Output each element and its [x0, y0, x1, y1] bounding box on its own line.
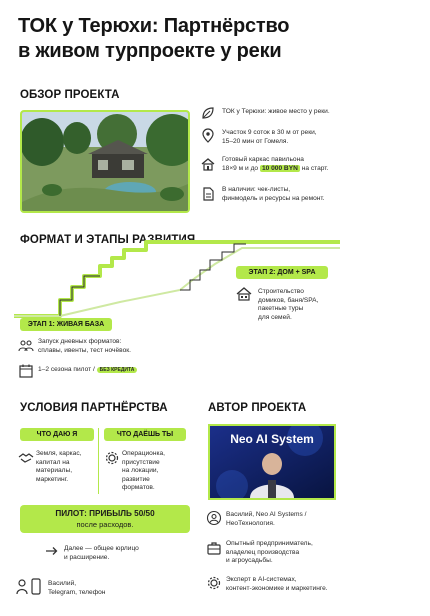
briefcase-icon	[206, 540, 222, 556]
next-line2: и расширение.	[64, 553, 110, 561]
stage2-text	[258, 288, 348, 322]
overview-heading: ОБЗОР ПРОЕКТА	[20, 89, 120, 101]
house-icon	[200, 156, 216, 172]
overview-item-3-line2a: 18×9 м и до	[222, 164, 259, 172]
author-item-2-line1: Опытный предприниматель,	[226, 540, 313, 547]
leaf-icon	[200, 105, 216, 121]
overview-item-4-line1: В наличии: чек-листы,	[222, 186, 291, 193]
format-heading: ФОРМАТ И ЭТАПЫ РАЗВИТИЯ	[20, 234, 196, 246]
contact-line1: Василий,	[48, 580, 77, 587]
map-pin-icon	[200, 128, 216, 144]
page-title	[18, 14, 413, 64]
author-item-3-line2: контент-экономике и маркетинге.	[226, 584, 328, 592]
stage2-line2: домиков, баня/SPA,	[258, 296, 319, 304]
contact-line2: Telegram, телефон	[48, 588, 106, 596]
author-heading: АВТОР ПРОЕКТА	[208, 402, 307, 414]
person-contact-icon	[19, 580, 25, 586]
give-line1: Земля, каркас,	[36, 450, 82, 457]
contact-icons	[16, 578, 44, 596]
author-item-1-line1: Василий, Neo AI Systems /	[226, 511, 307, 518]
overview-item-4-text	[222, 186, 422, 203]
project-photo	[20, 110, 190, 213]
author-item-2	[226, 540, 416, 566]
stage1-item1-line1: Запуск дневных форматов:	[38, 338, 122, 345]
take-line1: Операционка,	[122, 450, 165, 457]
stage2-label: ЭТАП 2: ДОМ + SPA	[236, 266, 328, 279]
title-line-1: ТОК у Терюхи: Партнёрство	[18, 15, 290, 37]
stage1-item1-line2: сплавы, ивенты, тест ночёвок.	[38, 346, 131, 354]
overview-item-3-line1: Готовый каркас павильона	[222, 156, 304, 163]
no-credit-badge: БЕЗ КРЕДИТА	[97, 367, 138, 373]
project-photo-image	[22, 112, 190, 213]
person-icon	[206, 510, 222, 526]
author-item-1	[226, 511, 416, 528]
stage2-line4: для семей.	[258, 313, 292, 321]
overview-item-2-line2: 15–20 мин от Гомеля.	[222, 137, 289, 145]
cabin-icon	[236, 286, 252, 302]
take-line5: форматов.	[122, 484, 155, 492]
author-photo	[208, 424, 336, 500]
author-item-3	[226, 576, 421, 593]
gear-icon	[206, 575, 222, 591]
overview-item-3-line2	[222, 165, 427, 174]
contact-text	[48, 580, 178, 597]
give-line3: материалы,	[36, 467, 73, 475]
document-icon	[200, 186, 216, 202]
stage1-item2	[38, 366, 208, 375]
next-line1: Далее — общее юрлицо	[64, 545, 139, 552]
give-text	[36, 450, 96, 484]
profit-banner	[20, 505, 190, 533]
next-step-text	[64, 545, 184, 562]
author-item-2-line3: и агроусадьбы.	[226, 557, 273, 565]
stage1-item2-text: 1–2 сезона пилот /	[38, 366, 95, 373]
people-icon	[18, 338, 34, 354]
calendar-icon	[18, 363, 34, 379]
terms-divider	[98, 428, 99, 494]
overview-item-2-line1: Участок 9 соток в 30 м от реки,	[222, 129, 317, 136]
overview-item-3-text	[222, 156, 427, 173]
budget-highlight: 10 000 BYN	[261, 164, 298, 172]
profit-line1: ПИЛОТ: ПРИБЫЛЬ 50/50	[55, 509, 155, 518]
overview-item-2-text	[222, 129, 422, 146]
take-line3: на локации,	[122, 467, 159, 475]
take-label: ЧТО ДАЁШЬ ТЫ	[104, 428, 186, 441]
author-item-1-line2: НеоТехнология.	[226, 519, 275, 527]
overview-item-3-line2b: на старт.	[301, 164, 329, 172]
staircase-graphic	[0, 240, 430, 320]
take-line4: развитие	[122, 475, 150, 483]
terms-heading: УСЛОВИЯ ПАРТНЁРСТВА	[20, 402, 168, 414]
stage2-line1: Строительство	[258, 288, 304, 295]
give-line2: капитал на	[36, 458, 70, 466]
overview-item-1-text: ТОК у Терюхи: живое место у реки.	[222, 108, 330, 115]
give-line4: маркетинг.	[36, 475, 69, 483]
author-item-3-line1: Эксперт в AI-системах,	[226, 576, 297, 583]
take-text	[122, 450, 192, 493]
title-line-2: в живом турпроекте у реки	[18, 40, 282, 62]
handshake-icon	[18, 450, 34, 466]
profit-line2: после расходов.	[76, 520, 134, 529]
author-item-2-line2: владелец производства	[226, 548, 300, 556]
gear-icon	[104, 450, 120, 466]
stage1-item1	[38, 338, 188, 355]
overview-item-4-line2: финмодель и ресурсы на ремонт.	[222, 194, 325, 202]
take-line2: присутствие	[122, 458, 160, 466]
phone-icon	[32, 579, 40, 594]
author-photo-caption: Neo AI System	[230, 432, 314, 446]
arrow-right-icon	[44, 543, 60, 559]
stage1-label: ЭТАП 1: ЖИВАЯ БАЗА	[20, 318, 112, 331]
give-label: ЧТО ДАЮ Я	[20, 428, 94, 441]
stage2-line3: пакетные туры	[258, 305, 304, 313]
